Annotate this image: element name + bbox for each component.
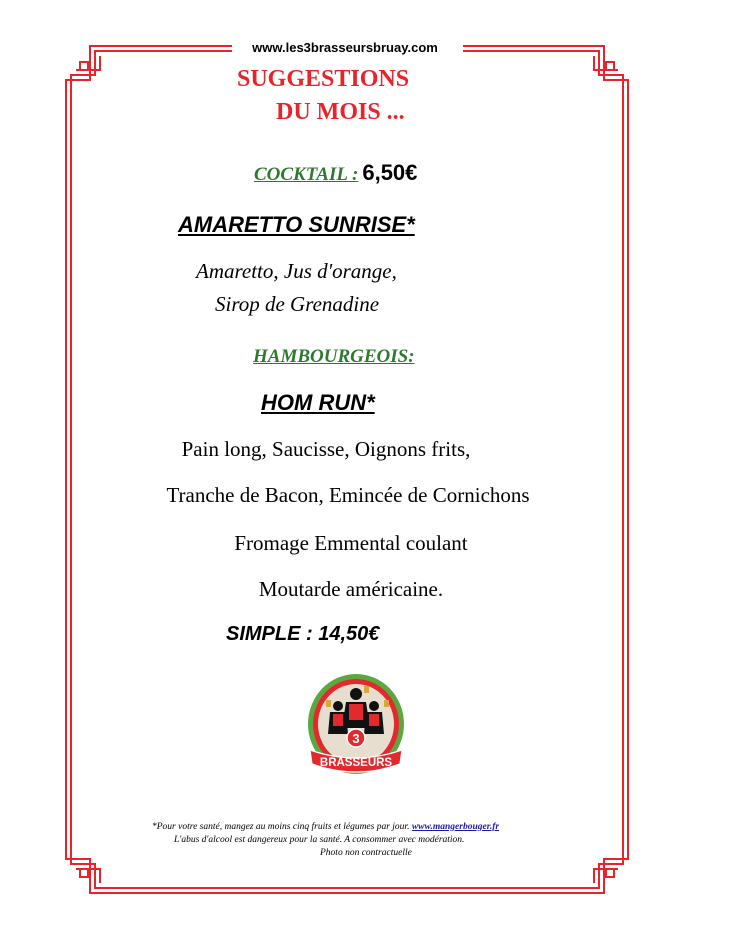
website-url-text: www.les3brasseursbruay.com: [246, 40, 444, 55]
cocktail-label: COCKTAIL :: [254, 164, 359, 185]
cocktail-price: 6,50€: [362, 160, 418, 185]
cocktail-header: [254, 160, 417, 186]
footer-line-3: Photo non contractuelle: [320, 848, 412, 858]
website-url: [0, 40, 690, 55]
cocktail-name: AMARETTO SUNRISE*: [178, 212, 415, 237]
footer-health-text: *Pour votre santé, mangez au moins cinq fruits et légumes par jour.: [152, 822, 410, 832]
cocktail-desc-line-1: Amaretto, Jus d'orange,: [196, 259, 397, 283]
cocktail-desc-line-2: Sirop de Grenadine: [215, 292, 380, 316]
burger-price-line: SIMPLE : 14,50€: [226, 623, 380, 645]
burger-desc-line-4: Moutarde américaine.: [258, 577, 444, 601]
title-line-2: DU MOIS ...: [276, 99, 405, 125]
logo-number: 3: [352, 731, 360, 746]
brasseurs-logo: [302, 672, 410, 782]
burger-desc-line-2: Tranche de Bacon, Emincée de Cornichons: [166, 483, 530, 507]
footer-line-2: L'abus d'alcool est dangereux pour la santé. A consommer avec modération.: [174, 835, 465, 845]
logo-text: BRASSEURS: [319, 757, 393, 769]
burger-name: HOM RUN*: [261, 390, 375, 415]
burger-desc-line-3: Fromage Emmental coulant: [234, 531, 468, 555]
burger-label: HAMBOURGEOIS:: [253, 346, 415, 367]
burger-desc-line-1: Pain long, Saucisse, Oignons frits,: [181, 437, 471, 461]
footer-line-1: [152, 822, 499, 832]
footer-link[interactable]: www.mangerbouger.fr: [411, 822, 500, 832]
title-line-1: SUGGESTIONS: [237, 66, 410, 92]
